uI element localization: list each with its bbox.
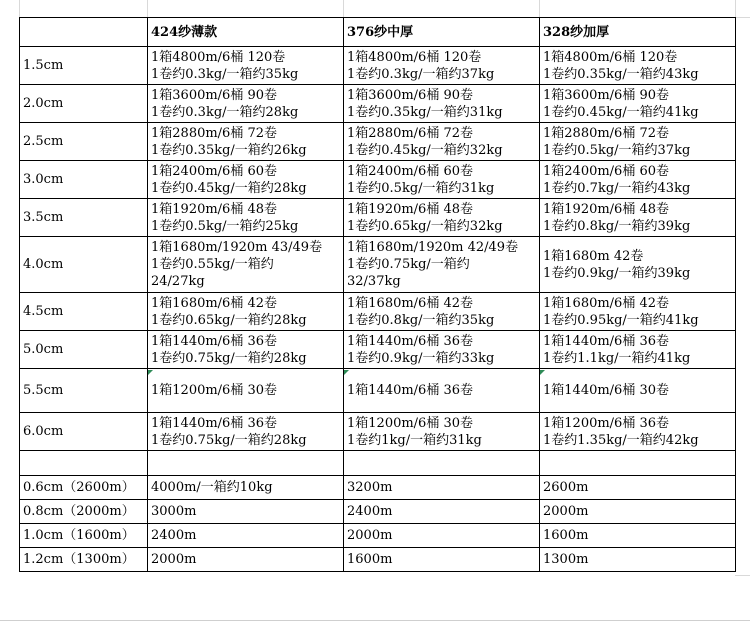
spec-cell-c1 <box>148 85 344 123</box>
spec-cell-c2 <box>344 199 540 237</box>
table-row <box>20 161 736 199</box>
spec-cell-line: 1箱1680m/6桶 42卷 <box>151 295 278 311</box>
spec-cell-c3 <box>540 331 736 369</box>
spec-cell-line: 1卷约0.3kg/一箱约35kg <box>151 66 299 82</box>
length-cell-c2: 2400m <box>344 500 540 524</box>
spec-rows <box>20 47 736 451</box>
spec-cell-line: 32/37kg <box>347 274 401 289</box>
spec-cell-line: 1卷约0.9kg/一箱约39kg <box>543 265 691 281</box>
spec-cell-c1 <box>148 199 344 237</box>
spec-cell-line: 1箱3600m/6桶 90卷 <box>151 87 278 103</box>
spec-cell-c2 <box>344 47 540 85</box>
spec-cell-c3 <box>540 413 736 451</box>
spec-cell-line: 1箱2400m/6桶 60卷 <box>543 163 670 179</box>
spec-cell-c3 <box>540 293 736 331</box>
spec-cell-c2 <box>344 85 540 123</box>
spec-cell-line: 1卷约0.55kg/一箱约 <box>151 257 274 272</box>
spec-cell-line: 1卷约0.65kg/一箱约28kg <box>151 312 307 328</box>
spec-cell-c2 <box>344 123 540 161</box>
spec-cell-line: 1卷约1.1kg/一箱约41kg <box>543 350 691 366</box>
spec-cell-c1 <box>148 123 344 161</box>
size-cell: 4.5cm <box>20 293 148 331</box>
spec-cell-line: 1卷约0.8kg/一箱约39kg <box>543 218 691 234</box>
spec-cell-line: 1箱1920m/6桶 48卷 <box>543 201 670 217</box>
spec-cell-line: 1卷约0.35kg/一箱约43kg <box>543 66 699 82</box>
spec-cell-c2 <box>344 331 540 369</box>
length-size-cell: 0.6cm（2600m） <box>20 476 148 500</box>
spec-cell-line: 1卷约0.45kg/一箱约28kg <box>151 180 307 196</box>
spec-cell-c2 <box>344 369 540 413</box>
spec-cell-c1 <box>148 331 344 369</box>
cell-marker <box>344 370 349 375</box>
spec-cell-line: 1箱1440m/6桶 36卷 <box>151 415 278 431</box>
spec-cell-c1 <box>148 161 344 199</box>
size-cell: 6.0cm <box>20 413 148 451</box>
spec-cell-line: 1卷约0.75kg/一箱约 <box>347 257 470 272</box>
spec-cell-c3 <box>540 237 736 293</box>
spec-cell-c3 <box>540 199 736 237</box>
spec-cell-line: 1卷约0.7kg/一箱约43kg <box>543 180 691 196</box>
header-corner-cell <box>20 18 148 47</box>
length-cell-c1: 3000m <box>148 500 344 524</box>
table-row <box>20 293 736 331</box>
size-cell: 2.0cm <box>20 85 148 123</box>
spec-cell-line: 1卷约0.65kg/一箱约32kg <box>347 218 503 234</box>
spec-cell-line: 1卷约0.95kg/一箱约41kg <box>543 312 699 328</box>
spec-cell-line: 1箱1680m/6桶 42卷 <box>347 295 474 311</box>
spec-cell-line: 1箱4800m/6桶 120卷 <box>543 49 678 65</box>
spec-cell-c2 <box>344 161 540 199</box>
spec-cell-line: 1卷约0.35kg/一箱约31kg <box>347 104 503 120</box>
spec-cell-line: 24/27kg <box>151 274 205 289</box>
spec-cell-c3 <box>540 369 736 413</box>
header-328-thick: 328纱加厚 <box>540 18 736 47</box>
spec-cell-line: 1箱1680m/1920m 42/49卷 <box>347 240 519 255</box>
spec-cell-line: 1卷约0.5kg/一箱约37kg <box>543 142 691 158</box>
spec-cell-line: 1卷约0.8kg/一箱约35kg <box>347 312 495 328</box>
spec-cell-c2 <box>344 293 540 331</box>
spec-cell-line: 1卷约0.3kg/一箱约28kg <box>151 104 299 120</box>
spec-cell-line: 1箱4800m/6桶 120卷 <box>151 49 286 65</box>
spec-cell-line: 1卷约0.75kg/一箱约28kg <box>151 432 307 448</box>
length-cell-c2: 1600m <box>344 548 540 572</box>
spec-cell-line: 1箱1680m/6桶 42卷 <box>543 295 670 311</box>
spec-cell-line: 1箱2400m/6桶 60卷 <box>151 163 278 179</box>
spec-cell-line: 1箱1680m 42卷 <box>543 248 644 264</box>
spec-cell-line: 1箱1680m/1920m 43/49卷 <box>151 240 323 255</box>
spec-cell-c2 <box>344 237 540 293</box>
spec-cell-c3 <box>540 85 736 123</box>
page-bottom-rule <box>0 620 750 621</box>
table-row <box>20 413 736 451</box>
size-cell: 3.5cm <box>20 199 148 237</box>
spec-cell-c2 <box>344 413 540 451</box>
size-cell: 2.5cm <box>20 123 148 161</box>
length-cell-c3: 1600m <box>540 524 736 548</box>
spec-cell-c1 <box>148 369 344 413</box>
spec-cell-line: 1箱2880m/6桶 72卷 <box>151 125 278 141</box>
length-size-cell: 1.0cm（1600m） <box>20 524 148 548</box>
spec-cell-c1 <box>148 47 344 85</box>
spec-cell-c3 <box>540 47 736 85</box>
spec-cell-line: 1箱1440m/6桶 36卷 <box>543 333 670 349</box>
table-row <box>20 123 736 161</box>
length-cell-c2: 3200m <box>344 476 540 500</box>
spec-cell-line: 1卷约0.5kg/一箱约25kg <box>151 218 299 234</box>
spec-cell-line: 1卷约0.45kg/一箱约32kg <box>347 142 503 158</box>
spec-cell-line: 1卷约0.9kg/一箱约33kg <box>347 350 495 366</box>
spec-cell-c1 <box>148 237 344 293</box>
spec-cell-line: 1卷约1.35kg/一箱约42kg <box>543 432 699 448</box>
length-cell-c3: 1300m <box>540 548 736 572</box>
spec-cell-c3 <box>540 161 736 199</box>
size-cell: 4.0cm <box>20 237 148 293</box>
spec-cell-line: 1箱1200m/6桶 30卷 <box>151 383 278 398</box>
table-row <box>20 85 736 123</box>
spec-cell-line: 1箱1440m/6桶 30卷 <box>543 383 670 398</box>
header-376-medium: 376纱中厚 <box>344 18 540 47</box>
length-cell-c3: 2000m <box>540 500 736 524</box>
spec-table <box>19 17 736 572</box>
spec-cell-line: 1卷约0.45kg/一箱约41kg <box>543 104 699 120</box>
spec-cell-c1 <box>148 413 344 451</box>
spec-cell-line: 1卷约0.3kg/一箱约37kg <box>347 66 495 82</box>
spec-cell-line: 1卷约1kg/一箱约31kg <box>347 432 482 448</box>
length-cell-c3: 2600m <box>540 476 736 500</box>
spec-cell-line: 1箱1440m/6桶 36卷 <box>347 333 474 349</box>
length-row <box>20 476 736 500</box>
header-424-thin: 424纱薄款 <box>148 18 344 47</box>
cell-marker <box>540 370 545 375</box>
spec-cell-line: 1卷约0.5kg/一箱约31kg <box>347 180 495 196</box>
table-row <box>20 237 736 293</box>
spec-cell-line: 1箱1200m/6桶 36卷 <box>543 415 670 431</box>
spec-cell-line: 1箱1440m/6桶 36卷 <box>347 383 474 398</box>
spec-cell-line: 1箱1200m/6桶 30卷 <box>347 415 474 431</box>
table-row <box>20 47 736 85</box>
table-row <box>20 369 736 413</box>
spec-cell-line: 1箱1920m/6桶 48卷 <box>347 201 474 217</box>
length-cell-c1: 4000m/一箱约10kg <box>148 476 344 500</box>
table-header-row <box>20 18 736 47</box>
size-cell: 5.0cm <box>20 331 148 369</box>
table-row <box>20 199 736 237</box>
spec-cell-c3 <box>540 123 736 161</box>
spec-cell-line: 1箱1440m/6桶 36卷 <box>151 333 278 349</box>
spec-cell-line: 1箱4800m/6桶 120卷 <box>347 49 482 65</box>
length-row <box>20 548 736 572</box>
length-rows <box>20 476 736 572</box>
spec-cell-line: 1箱1920m/6桶 48卷 <box>151 201 278 217</box>
length-cell-c2: 2000m <box>344 524 540 548</box>
spec-cell-line: 1箱2880m/6桶 72卷 <box>543 125 670 141</box>
length-size-cell: 0.8cm（2000m） <box>20 500 148 524</box>
length-row <box>20 500 736 524</box>
size-cell: 3.0cm <box>20 161 148 199</box>
spec-cell-line: 1卷约0.75kg/一箱约28kg <box>151 350 307 366</box>
size-cell: 5.5cm <box>20 369 148 413</box>
spec-cell-line: 1箱2400m/6桶 60卷 <box>347 163 474 179</box>
length-size-cell: 1.2cm（1300m） <box>20 548 148 572</box>
length-cell-c1: 2400m <box>148 524 344 548</box>
table-row <box>20 331 736 369</box>
spec-cell-line: 1箱2880m/6桶 72卷 <box>347 125 474 141</box>
spec-cell-line: 1卷约0.35kg/一箱约26kg <box>151 142 307 158</box>
spec-cell-c1 <box>148 293 344 331</box>
size-cell: 1.5cm <box>20 47 148 85</box>
spacer-row <box>20 451 736 476</box>
spec-cell-line: 1箱3600m/6桶 90卷 <box>543 87 670 103</box>
spec-cell-line: 1箱3600m/6桶 90卷 <box>347 87 474 103</box>
length-row <box>20 524 736 548</box>
length-cell-c1: 2000m <box>148 548 344 572</box>
cell-marker <box>148 370 153 375</box>
